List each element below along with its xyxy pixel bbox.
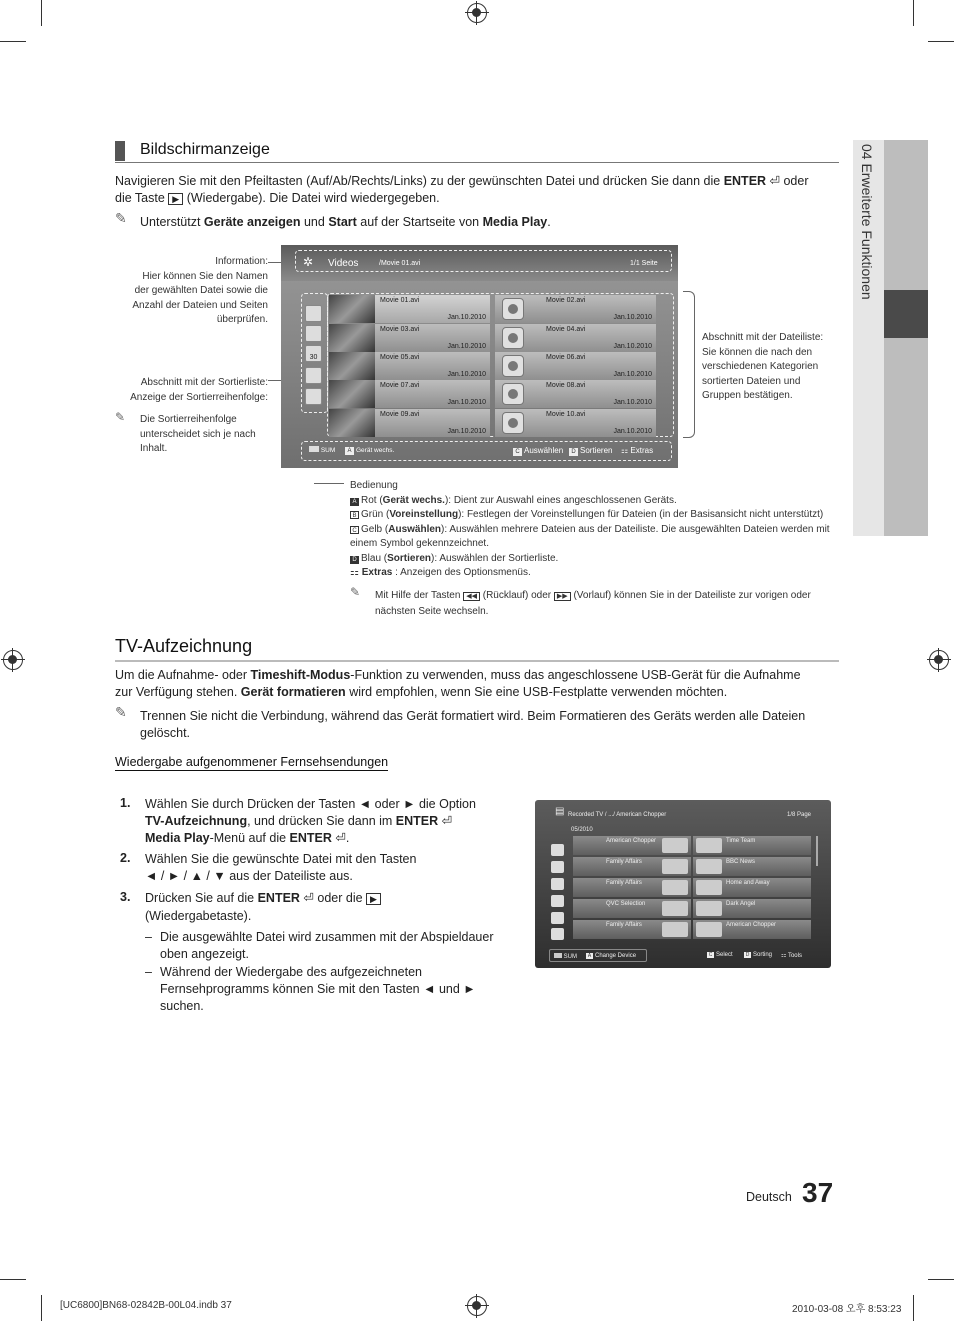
file-tile[interactable]: Movie 09.avi Jan.10.2010 — [329, 409, 490, 437]
recording-item[interactable]: Home and Away — [693, 878, 811, 897]
film-reel-icon — [662, 838, 688, 853]
key-a-icon: A — [587, 953, 592, 959]
sort-icon[interactable] — [305, 325, 322, 342]
key-c-icon: C — [513, 448, 522, 456]
film-reel-icon — [662, 880, 688, 895]
page-indicator: 1/8 Page — [787, 812, 812, 818]
crop-mark — [928, 1279, 954, 1280]
file-tile[interactable]: Movie 10.avi Jan.10.2010 — [495, 409, 656, 437]
date-group-label: 05/2010 — [571, 827, 593, 833]
file-tile[interactable]: Movie 06.avi Jan.10.2010 — [495, 352, 656, 380]
video-thumbnail — [329, 295, 375, 323]
section-heading-bildschirmanzeige: Bildschirmanzeige — [140, 141, 270, 158]
change-device-button[interactable]: A Gerät wechs. — [345, 447, 394, 455]
subheading-playback: Wiedergabe aufgenommener Fernsehsendungen — [115, 755, 389, 769]
key-d-icon: D — [745, 952, 750, 958]
recording-item[interactable]: Dark Angel — [693, 899, 811, 918]
file-tile[interactable]: Movie 03.avi Jan.10.2010 — [329, 324, 490, 352]
crop-mark — [913, 1295, 914, 1321]
play-icon: ▶ — [168, 193, 183, 205]
note-icon: ✎ — [115, 210, 127, 226]
recording-item[interactable]: American Chopper — [693, 920, 811, 939]
note-icon: ✎ — [350, 585, 361, 599]
recorded-tv-screen — [535, 800, 831, 968]
note-media-play: Unterstützt Geräte anzeigen und Start auf der Startseite von Media Play. — [140, 215, 551, 229]
leader-line — [314, 483, 344, 484]
list-icon[interactable] — [551, 912, 564, 924]
film-reel-icon — [502, 412, 524, 434]
recording-item[interactable]: BBC News — [693, 857, 811, 876]
registration-mark-icon — [3, 650, 23, 670]
recording-item[interactable]: Time Team — [693, 836, 811, 855]
key-d-icon: D — [350, 556, 359, 564]
film-reel-icon — [696, 901, 722, 916]
file-tile[interactable]: Movie 04.avi Jan.10.2010 — [495, 324, 656, 352]
chapter-label: 04 Erweiterte Funktionen — [859, 144, 875, 300]
video-thumbnail — [329, 352, 375, 380]
film-reel-icon — [502, 298, 524, 320]
star-icon[interactable] — [305, 388, 322, 405]
heading-rule — [115, 660, 839, 662]
play-icon: ▶ — [366, 893, 381, 905]
controls-description: Bedienung A Rot (Gerät wechs.): Dient zur Auswahl eines angeschlossenen Geräts. B Grün (Voreinstellung): Festlegen der Voreinstellungen für Dateien (in der Basisansicht nicht unterstützt) C Gelb (Auswählen): Auswählen mehrere Dateien aus der Dateiliste. Die ausgewählten Dateien werden mit einem Symbol gekennzeichnet. D Blau (Sortieren): Auswählen der Sortierliste. ⚏ Extras : Anzeigen des Optionsmenüs. — [350, 480, 830, 578]
note-icon: ✎ — [115, 410, 126, 424]
step-2: Wählen Sie die gewünschte Datei mit den Tasten ◄ / ► / ▲ / ▼ aus der Dateiliste aus. — [145, 852, 417, 883]
format-warning-note: Trennen Sie nicht die Verbindung, während das Gerät formatiert wird. Beim Formatieren des Geräts werden alle Dateien gelöscht. — [140, 709, 806, 740]
film-reel-icon — [696, 859, 722, 874]
dash-bullet: – — [145, 930, 152, 944]
callout-sort-list: Abschnitt mit der Sortierliste: Anzeige der Sortierreihenfolge: — [130, 377, 268, 403]
film-reel-icon — [662, 922, 688, 937]
video-thumbnail — [329, 380, 375, 408]
video-thumbnail — [329, 409, 375, 437]
film-reel-icon — [662, 901, 688, 916]
file-tile[interactable]: Movie 01.avi Jan.10.2010 — [329, 295, 490, 323]
chapter-side-tab — [853, 140, 928, 536]
calendar-icon[interactable] — [551, 878, 564, 890]
page-number: 37 — [802, 1177, 834, 1208]
recording-item[interactable]: American Chopper — [573, 836, 691, 855]
key-c-icon: C — [350, 526, 359, 534]
recording-item[interactable]: Family Affairs — [573, 920, 691, 939]
leader-line — [268, 262, 281, 263]
callout-information: Information: Hier können Sie den Namen der gewählten Datei sowie die Anzahl der Dateien und Seiten überprüfen. — [132, 256, 268, 325]
channel-icon[interactable] — [551, 895, 564, 907]
select-button[interactable]: C Auswählen — [513, 446, 563, 456]
tools-icon: ⚏ — [350, 567, 362, 578]
change-device-button[interactable]: A Change Device — [587, 953, 637, 959]
note-icon: ✎ — [115, 704, 127, 720]
media-play-video-screen — [281, 245, 678, 468]
sort-icon[interactable] — [551, 861, 564, 873]
page-indicator: 1/1 Seite — [630, 260, 658, 267]
calendar-icon[interactable]: 30 — [305, 345, 322, 362]
key-a-icon: A — [345, 447, 354, 455]
dash-item-2: Während der Wiedergabe des aufgezeichneten Fernsehprogramms können Sie mit den Tasten ◄ und ► suchen. — [160, 965, 476, 1013]
step-3: Drücken Sie auf die ENTER ⏎ oder die ▶ (Wiedergabetaste). — [145, 890, 515, 925]
chapter-marker — [884, 290, 928, 338]
film-reel-icon — [502, 383, 524, 405]
file-tile[interactable]: Movie 02.avi Jan.10.2010 — [495, 295, 656, 323]
step-1: Wählen Sie durch Drücken der Tasten ◄ oder ► die Option TV-Aufzeichnung, und drücken Sie dann im ENTER ⏎ Media Play-Menü auf die ENTER ⏎. — [145, 797, 476, 845]
heading-rule — [115, 162, 839, 163]
usb-icon — [554, 953, 562, 958]
usb-device-label: SUM — [554, 953, 577, 960]
extras-button[interactable]: ⚏ Extras — [621, 446, 654, 455]
enter-icon: ⏎ — [331, 831, 346, 845]
callout-file-list: Abschnitt mit der Dateiliste: Sie können die nach den verschiedenen Kategorien sortierten Dateien und Gruppen bestätigen. — [702, 332, 824, 401]
scrollbar[interactable] — [816, 836, 818, 866]
recorded-tv-icon: ▤ — [555, 806, 565, 817]
file-tile[interactable]: Movie 05.avi Jan.10.2010 — [329, 352, 490, 380]
select-button[interactable]: C Select — [708, 952, 733, 958]
tools-icon: ⚏ — [621, 446, 631, 455]
folder-icon[interactable] — [551, 844, 564, 856]
film-reel-icon — [502, 355, 524, 377]
registration-mark-icon — [467, 1296, 487, 1316]
dash-bullet: – — [145, 965, 152, 979]
recording-item[interactable]: QVC Selection — [573, 899, 691, 918]
imprint-stamp: 2010-03-08 오후 8:53:23 — [792, 1304, 902, 1315]
film-reel-icon — [696, 922, 722, 937]
callout-sort-note: Die Sortierreihenfolge unterscheidet sich je nach Inhalt. — [140, 414, 256, 454]
intro-paragraph: Navigieren Sie mit den Pfeiltasten (Auf/Ab/Rechts/Links) zu der gewünschten Datei und drücken Sie dann die ENTER ⏎ oder die Taste ▶ (Wiedergabe). Die Datei wird wiedergegeben. — [115, 174, 809, 205]
heading-bar — [115, 141, 125, 161]
step-number: 1. — [120, 796, 131, 810]
usb-icon — [309, 446, 319, 452]
film-reel-icon — [696, 880, 722, 895]
key-a-icon: A — [350, 498, 359, 506]
file-list-bracket — [683, 291, 695, 438]
crop-mark — [0, 41, 26, 42]
recording-intro-paragraph: Um die Aufnahme- oder Timeshift-Modus-Funktion zu verwenden, muss das angeschlossene USB-Gerät für die Aufnahme zur Verfügung stehen. Gerät formatieren wird empfohlen, wenn Sie eine USB-Festplatte verwenden möchten. — [115, 668, 801, 699]
usb-device-label: SUM — [309, 446, 335, 454]
file-path: /Movie 01.avi — [379, 260, 421, 267]
film-reel-icon — [502, 327, 524, 349]
film-reel-icon — [696, 838, 722, 853]
file-tile[interactable]: Movie 07.avi Jan.10.2010 — [329, 380, 490, 408]
enter-icon: ⏎ — [766, 174, 784, 188]
dash-item-1: Die ausgewählte Datei wird zusammen mit der Abspieldauer oben angezeigt. — [160, 930, 494, 961]
registration-mark-icon — [929, 650, 949, 670]
key-b-icon: B — [350, 511, 359, 519]
recording-item[interactable]: Family Affairs — [573, 878, 691, 897]
page-skip-note: Mit Hilfe der Tasten ◀◀ (Rücklauf) oder ▶▶ (Vorlauf) können Sie in der Dateiliste zur vorigen oder nächsten Seite wechseln. — [375, 590, 811, 617]
list-icon[interactable] — [305, 367, 322, 384]
crop-mark — [928, 41, 954, 42]
section-heading-tv-aufzeichnung: TV-Aufzeichnung — [115, 636, 253, 656]
video-thumbnail — [329, 324, 375, 352]
star-icon[interactable] — [551, 928, 564, 940]
sort-button[interactable]: D Sorting — [745, 952, 773, 958]
tools-button[interactable]: ⚏ Tools — [781, 953, 802, 959]
file-tile[interactable]: Movie 08.avi Jan.10.2010 — [495, 380, 656, 408]
crop-mark — [41, 0, 42, 26]
film-reel-icon — [662, 859, 688, 874]
video-category-icon: ✲ — [303, 255, 314, 269]
folder-icon[interactable] — [305, 305, 322, 322]
category-title: Videos — [328, 258, 359, 269]
recording-item[interactable]: Family Affairs — [573, 857, 691, 876]
rewind-icon: ◀◀ — [463, 592, 480, 601]
key-d-icon: D — [569, 448, 578, 456]
footer-language: Deutsch — [746, 1190, 792, 1204]
enter-icon: ⏎ — [299, 891, 318, 905]
tools-icon: ⚏ — [781, 953, 788, 959]
enter-icon: ⏎ — [438, 814, 453, 828]
step-number: 2. — [120, 851, 131, 865]
key-c-icon: C — [708, 952, 713, 958]
crop-mark — [913, 0, 914, 26]
recorded-tv-path: Recorded TV / .../ American Chopper — [568, 812, 667, 818]
step-number: 3. — [120, 890, 131, 904]
registration-mark-icon — [467, 3, 487, 23]
sort-button[interactable]: D Sortieren — [569, 446, 612, 456]
crop-mark — [41, 1295, 42, 1321]
crop-mark — [0, 1279, 26, 1280]
fast-forward-icon: ▶▶ — [554, 592, 571, 601]
imprint-file: [UC6800]BN68-02842B-00L04.indb 37 — [60, 1300, 232, 1311]
